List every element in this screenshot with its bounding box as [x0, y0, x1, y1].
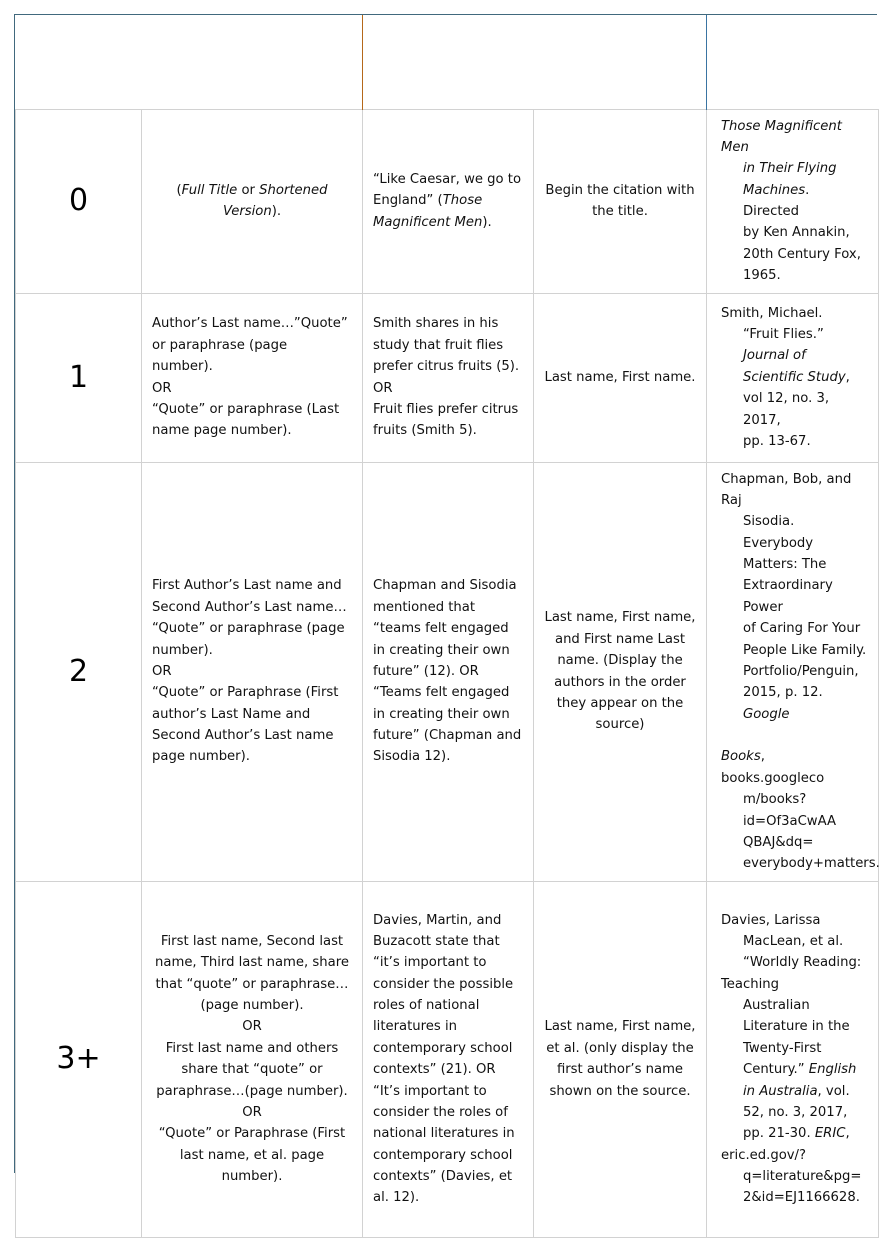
- column-header-example-intext: [363, 15, 534, 109]
- works-cited-format-text: Last name, First name, and First name Last name. (Display the authors in the order they appear on the source): [544, 610, 696, 733]
- cell-in-text-format: [142, 881, 363, 1237]
- example-works-cited-text: [717, 303, 868, 453]
- cell-number-of-authors: 0: [16, 109, 142, 293]
- works-cited-format-text: Begin the citation with the title.: [545, 182, 695, 219]
- cell-works-cited-format: [534, 462, 707, 881]
- cell-works-cited-format: [534, 109, 707, 293]
- citation-line: “Worldly Reading:: [743, 955, 862, 971]
- citation-line: 52, no. 3, 2017,: [743, 1104, 848, 1120]
- citation-line: Literature in the: [743, 1019, 850, 1035]
- citation-line: 2015, p. 12. Google: [743, 685, 823, 722]
- mla-citation-table-container: [14, 14, 880, 1206]
- cell-number-of-authors: 2: [16, 462, 142, 881]
- example-works-cited-text: [717, 116, 868, 287]
- citation-line: Australian: [743, 998, 810, 1013]
- header-label: Example: [407, 50, 490, 73]
- example-in-text-text: Davies, Martin, and Buzacott state that “it’s important to consider the possible roles of national literatures in contemporary school contexts” (21). OR “It’s important to consider the roles of national literatures in contemporary school contexts” (Davies, et al. 12).: [373, 912, 515, 1206]
- header-label: MLA Works Cited Format: [539, 38, 700, 84]
- citation-line: 1965.: [743, 268, 781, 284]
- cell-example-works-cited: [707, 462, 879, 881]
- table-row: [16, 293, 879, 462]
- cell-in-text-format: [142, 462, 363, 881]
- column-header-in-text-format: [142, 15, 363, 109]
- cell-example-in-text: [363, 109, 534, 293]
- header-label: In-text & Parenthetical Format: [152, 38, 351, 84]
- in-text-format-text: First last name, Second last name, Third last name, share that “quote” or paraphrase… (page number). OR First last name and others share that “quote” or paraphrase…(page number). OR “Quote” or Paraphrase (First last name, et al. page number).: [155, 933, 349, 1184]
- cell-in-text-format: [142, 109, 363, 293]
- citation-line: Journal of: [743, 348, 806, 364]
- citation-line: in Their Flying: [743, 161, 837, 177]
- table-row: [16, 109, 879, 293]
- citation-line: of Caring For Your: [743, 621, 861, 637]
- cell-number-of-authors: 1: [16, 293, 142, 462]
- citation-line: pp. 21-30. ERIC,: [743, 1126, 850, 1142]
- citation-line: Smith, Michael.: [721, 305, 823, 321]
- citation-line: People Like Family.: [743, 642, 867, 658]
- in-text-format-text: Author’s Last name…”Quote” or paraphrase (page number). OR “Quote” or paraphrase (Last name page number).: [152, 316, 348, 439]
- citation-line: Extraordinary Power: [743, 578, 833, 615]
- column-header-number-of-authors: [16, 15, 142, 109]
- citation-line: Machines. Directed: [743, 182, 810, 219]
- cell-example-works-cited: [707, 293, 879, 462]
- citation-line: 2&id=EJ1166628.: [743, 1190, 860, 1206]
- citation-line: “Fruit Flies.”: [743, 327, 824, 343]
- citation-line: [721, 725, 868, 746]
- mla-citation-table: [15, 15, 879, 1238]
- in-text-format-text: First Author’s Last name and Second Author’s Last name… “Quote” or paraphrase (page number). OR “Quote” or Paraphrase (First author’s Last Name and Second Author’s Last name page number).: [152, 578, 347, 765]
- cell-example-works-cited: [707, 881, 879, 1237]
- cell-works-cited-format: [534, 293, 707, 462]
- citation-line: vol 12, no. 3, 2017,: [743, 391, 830, 428]
- column-header-example-cited: [707, 15, 879, 109]
- citation-line: Scientific Study,: [743, 369, 850, 385]
- cell-example-in-text: [363, 881, 534, 1237]
- works-cited-format-text: Last name, First name, et al. (only display the first author’s name shown on the source.: [544, 1019, 696, 1099]
- table-row: [16, 881, 879, 1237]
- cell-example-works-cited: [707, 109, 879, 293]
- header-label: Example: [751, 50, 834, 73]
- cell-example-in-text: [363, 462, 534, 881]
- citation-line: eric.ed.gov/?: [721, 1147, 807, 1163]
- example-in-text-text: Chapman and Sisodia mentioned that “teams felt engaged in creating their own future” (12). OR “Teams felt engaged in creating their own future” (Chapman and Sisodia 12).: [373, 578, 522, 765]
- citation-line: QBAJ&dq=: [743, 834, 814, 850]
- citation-line: m/books?: [743, 792, 807, 808]
- table-body: [16, 109, 879, 1237]
- citation-line: Twenty-First: [743, 1040, 822, 1056]
- citation-line: Century.” English: [743, 1062, 857, 1078]
- citation-line: 20th Century Fox,: [743, 246, 861, 262]
- header-label: Number of Authors: [28, 38, 129, 84]
- citation-line: everybody+matters.: [743, 856, 880, 872]
- table-header-row: [16, 15, 879, 109]
- table-row: [16, 462, 879, 881]
- citation-line: Those Magnificent Men: [721, 118, 842, 155]
- citation-line: Teaching: [721, 976, 780, 992]
- citation-line: q=literature&pg=: [743, 1169, 862, 1184]
- column-header-works-cited-format: [534, 15, 707, 109]
- example-in-text-text: Smith shares in his study that fruit flies prefer citrus fruits (5). OR Fruit flies prefer citrus fruits (Smith 5).: [373, 316, 520, 439]
- citation-line: Books, books.googleco: [721, 749, 825, 786]
- example-works-cited-text: [717, 910, 868, 1209]
- citation-line: by Ken Annakin,: [743, 225, 850, 241]
- example-works-cited-text: [717, 469, 880, 875]
- citation-line: Portfolio/Penguin,: [743, 663, 859, 679]
- citation-line: Sisodia. Everybody: [743, 514, 814, 551]
- in-text-format-text: (Full Title or Shortened Version).: [176, 182, 328, 219]
- cell-example-in-text: [363, 293, 534, 462]
- citation-line: MacLean, et al.: [743, 933, 844, 949]
- citation-line: pp. 13-67.: [743, 433, 811, 449]
- cell-in-text-format: [142, 293, 363, 462]
- citation-line: Matters: The: [743, 557, 827, 572]
- citation-line: in Australia, vol.: [743, 1083, 850, 1099]
- works-cited-format-text: Last name, First name.: [544, 369, 696, 385]
- cell-number-of-authors: 3+: [16, 881, 142, 1237]
- citation-line: id=Of3aCwAA: [743, 813, 836, 829]
- citation-line: Chapman, Bob, and Raj: [721, 471, 852, 508]
- example-in-text-text: “Like Caesar, we go to England” (Those Magnificent Men).: [373, 171, 522, 230]
- citation-line: Davies, Larissa: [721, 912, 821, 928]
- cell-works-cited-format: [534, 881, 707, 1237]
